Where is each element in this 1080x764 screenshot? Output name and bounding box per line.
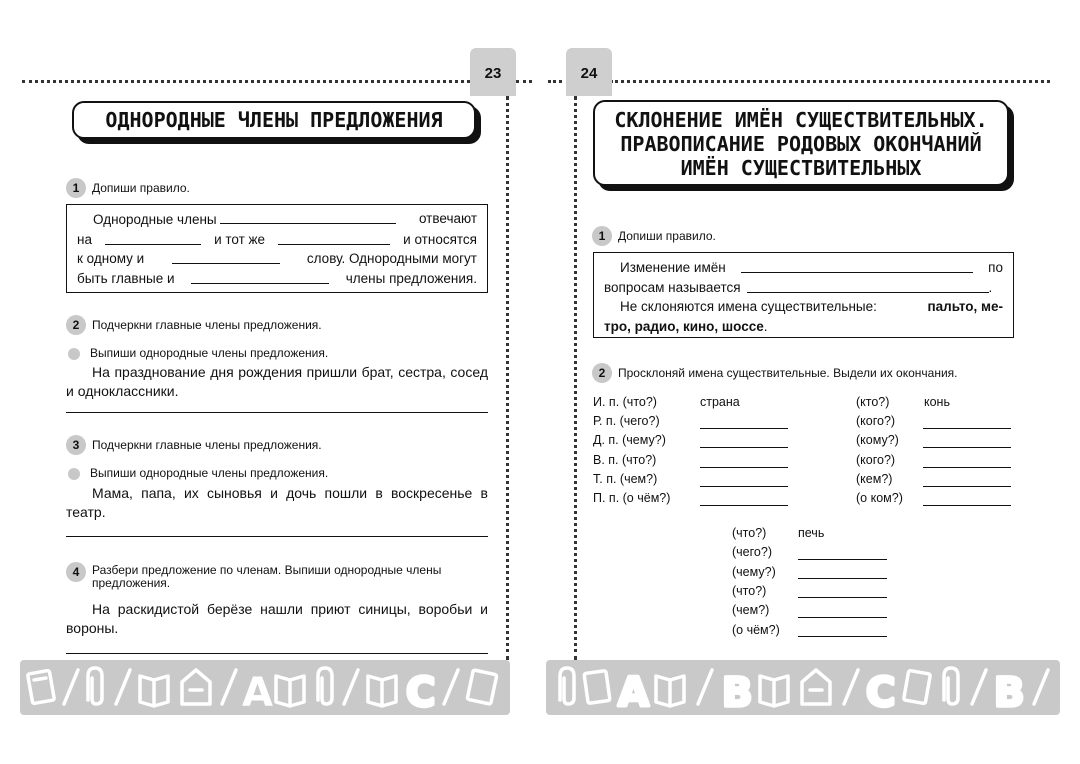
decor-band — [546, 660, 1060, 715]
answer-line[interactable] — [798, 597, 887, 598]
answer-line[interactable] — [923, 505, 1011, 506]
task-1-header — [66, 178, 190, 198]
fill-blank[interactable] — [191, 269, 329, 284]
rule-text-bold: пальто, ме- — [927, 299, 1003, 314]
letter-v: В — [722, 670, 753, 715]
page-title-line: СКЛОНЕНИЕ ИМЁН СУЩЕСТВИТЕЛЬНЫХ. — [614, 108, 988, 132]
task-2-subheader — [64, 346, 328, 360]
case-label: П. п. (о чём?) — [593, 491, 671, 505]
top-dotted-rule — [548, 80, 562, 83]
case-label: (чем?) — [732, 603, 770, 617]
case-label: (о ком?) — [856, 491, 903, 505]
page-title — [72, 101, 476, 139]
task-instruction: Подчеркни главные члены предложения. — [92, 318, 322, 332]
task-4-header — [66, 562, 490, 590]
letter-a: А — [242, 670, 273, 715]
task-number: 4 — [66, 562, 86, 582]
rule-text: и относятся — [403, 231, 477, 247]
answer-line[interactable] — [700, 428, 788, 429]
task-number: 2 — [592, 363, 612, 383]
case-label: (чего?) — [732, 545, 772, 559]
answer-line[interactable] — [798, 636, 887, 637]
answer-line[interactable] — [923, 447, 1011, 448]
page-title-line: ИМЁН СУЩЕСТВИТЕЛЬНЫХ — [680, 156, 922, 180]
answer-line[interactable] — [700, 505, 788, 506]
school-supplies-pattern — [546, 660, 1060, 715]
case-label: Р. п. (чего?) — [593, 414, 660, 428]
top-dotted-rule — [22, 80, 470, 83]
letter-v: В — [994, 670, 1025, 715]
rule-text: отвечают — [418, 211, 477, 226]
task-number: 1 — [66, 178, 86, 198]
case-label: (что?) — [732, 526, 767, 540]
page-number: 23 — [470, 48, 516, 96]
fill-blank[interactable] — [278, 230, 390, 245]
fill-blank[interactable] — [220, 209, 396, 224]
answer-line[interactable] — [923, 467, 1011, 468]
task-number: 3 — [66, 435, 86, 455]
fill-blank[interactable] — [741, 258, 973, 273]
case-label: (что?) — [732, 584, 767, 598]
case-label: (кого?) — [856, 453, 896, 467]
rule-text: . — [763, 318, 768, 334]
fill-blank[interactable] — [747, 278, 989, 293]
letter-a: А — [618, 670, 649, 715]
top-dotted-rule — [516, 80, 532, 83]
answer-line[interactable] — [700, 447, 788, 448]
task-2-header — [66, 315, 322, 335]
rule-text: Однородные члены — [93, 212, 217, 227]
case-label: В. п. (что?) — [593, 453, 657, 467]
task-instruction: Подчеркни главные члены предложения. — [92, 438, 322, 452]
answer-line[interactable] — [923, 486, 1011, 487]
rule-text: члены предложения. — [345, 270, 477, 286]
page-title-text: ОДНОРОДНЫЕ ЧЛЕНЫ ПРЕДЛОЖЕНИЯ — [105, 108, 443, 132]
noun-word: страна — [700, 395, 740, 409]
case-label: (кем?) — [856, 472, 893, 486]
task-2-header — [592, 363, 958, 383]
letter-c: С — [866, 670, 896, 715]
answer-line[interactable] — [66, 653, 488, 654]
task-3-subheader — [64, 466, 328, 480]
rule-text: слову. Однородными могут — [306, 251, 477, 266]
task-instruction: Допиши правило. — [92, 181, 190, 195]
page-edge-dots — [574, 96, 577, 660]
rule-text: быть главные и — [77, 270, 175, 286]
rule-text: вопросам называется — [604, 279, 741, 295]
answer-line[interactable] — [700, 486, 788, 487]
answer-line[interactable] — [66, 536, 488, 537]
rule-text: Изменение имён — [620, 260, 726, 275]
rule-text: по — [988, 260, 1003, 275]
right-page — [540, 0, 1080, 764]
fill-blank[interactable] — [105, 230, 201, 245]
decor-band — [20, 660, 510, 715]
case-label: (о чём?) — [732, 623, 780, 637]
task-number: 2 — [66, 315, 86, 335]
bullet-dot-icon — [68, 468, 80, 480]
answer-line[interactable] — [66, 412, 488, 413]
task-sentence: Мама, папа, их сыновья и дочь пошли в воскресенье в театр. — [66, 485, 488, 520]
rule-text: . — [988, 279, 993, 295]
task-instruction: Разбери предложение по членам. Выпиши однородные члены предложения. — [92, 563, 442, 590]
noun-word: конь — [924, 395, 950, 409]
case-label: (чему?) — [732, 565, 776, 579]
task-instruction: Просклоняй имена существительные. Выдели их окончания. — [618, 366, 958, 380]
page-title — [593, 100, 1009, 186]
rule-text: и тот же — [214, 231, 266, 247]
case-label: Т. п. (чем?) — [593, 472, 658, 486]
page-number: 24 — [566, 48, 612, 96]
case-label: Д. п. (чему?) — [593, 433, 666, 447]
task-3-header — [66, 435, 322, 455]
top-dotted-rule — [610, 80, 1050, 83]
answer-line[interactable] — [923, 428, 1011, 429]
task-1-header — [592, 226, 716, 246]
task-instruction: Допиши правило. — [618, 229, 716, 243]
page-edge-dots — [506, 96, 509, 660]
rule-text: на — [77, 231, 92, 247]
rule-box — [593, 252, 1014, 338]
case-label: И. п. (что?) — [593, 395, 657, 409]
case-label: (кому?) — [856, 433, 899, 447]
page-title-line: ПРАВОПИСАНИЕ РОДОВЫХ ОКОНЧАНИЙ — [620, 132, 982, 156]
letter-c: С — [406, 670, 436, 715]
task-sub-instruction: Выпиши однородные члены предложения. — [90, 466, 329, 480]
bullet-dot-icon — [68, 348, 80, 360]
answer-line[interactable] — [700, 467, 788, 468]
answer-line[interactable] — [798, 617, 887, 618]
school-supplies-pattern — [20, 660, 510, 715]
rule-text-bold: тро, радио, кино, шоссе — [604, 318, 764, 334]
rule-text: Не склоняются имена существительные: — [620, 299, 877, 314]
task-sentence: На раскидистой берёзе нашли приют синицы, воробьи и вороны. — [66, 601, 488, 636]
task-number: 1 — [592, 226, 612, 246]
rule-box — [66, 204, 488, 293]
rule-text: к одному и — [77, 251, 145, 266]
case-label: (кого?) — [856, 414, 896, 428]
case-label: (кто?) — [856, 395, 890, 409]
noun-word: печь — [798, 526, 825, 540]
task-sub-instruction: Выпиши однородные члены предложения. — [90, 346, 329, 360]
answer-line[interactable] — [798, 578, 887, 579]
answer-line[interactable] — [798, 559, 887, 560]
fill-blank[interactable] — [172, 249, 280, 264]
task-sentence: На празднование дня рождения пришли брат, сестра, сосед и одноклассники. — [66, 364, 488, 399]
